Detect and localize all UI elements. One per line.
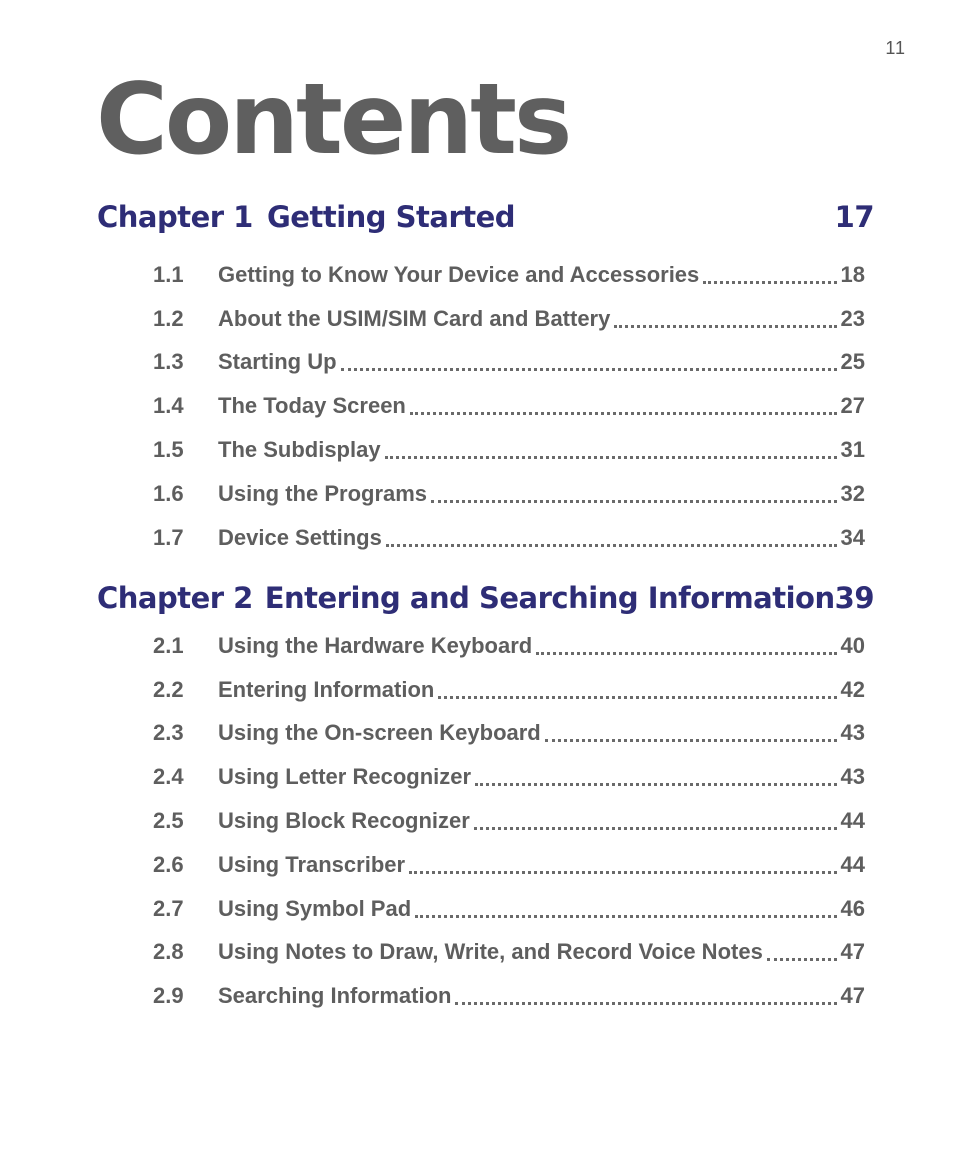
page-title: Contents [96, 63, 570, 177]
section-title: Getting to Know Your Device and Accessories [218, 261, 700, 287]
dot-leader [474, 827, 837, 830]
toc-entry[interactable] [153, 472, 865, 516]
section-number: 1.2 [153, 305, 184, 331]
section-page: 47 [840, 983, 865, 1009]
section-title: The Today Screen [218, 393, 406, 419]
chapter-title: Getting Started [267, 200, 516, 234]
toc-entry[interactable] [153, 799, 865, 843]
section-number: 1.5 [153, 437, 184, 463]
section-title: The Subdisplay [218, 437, 381, 463]
dot-leader [386, 544, 837, 547]
section-number: 1.6 [153, 480, 184, 506]
dot-leader [703, 281, 836, 284]
section-number: 2.7 [153, 895, 184, 921]
section-title: Starting Up [218, 349, 337, 375]
section-number: 1.7 [153, 524, 184, 550]
section-number: 2.6 [153, 851, 184, 877]
section-title: Using the Programs [218, 480, 428, 506]
toc-entry[interactable] [153, 341, 865, 385]
dot-leader [409, 871, 836, 874]
section-page: 44 [840, 808, 865, 834]
section-title: Device Settings [218, 524, 382, 550]
toc-entry[interactable] [153, 253, 865, 297]
toc-entry[interactable] [153, 755, 865, 799]
section-number: 2.4 [153, 764, 184, 790]
chapter-page: 17 [834, 200, 874, 234]
section-page: 34 [840, 524, 865, 550]
section-title: Using Transcriber [218, 851, 406, 877]
dot-leader [767, 958, 837, 961]
toc-entry[interactable] [153, 384, 865, 428]
section-page: 46 [840, 895, 865, 921]
toc-entry[interactable] [153, 931, 865, 975]
dot-leader [415, 915, 836, 918]
dot-leader [536, 652, 836, 655]
chapter-2-sections [153, 624, 865, 1018]
section-title: Using Letter Recognizer [218, 764, 472, 790]
dot-leader [438, 696, 836, 699]
section-title: Using the On-screen Keyboard [218, 720, 541, 746]
dot-leader [614, 325, 836, 328]
section-title: Using the Hardware Keyboard [218, 632, 533, 658]
dot-leader [455, 1002, 836, 1005]
section-title: Using Symbol Pad [218, 895, 412, 921]
section-page: 18 [840, 261, 865, 287]
dot-leader [545, 739, 837, 742]
dot-leader [341, 368, 837, 371]
section-page: 25 [840, 349, 865, 375]
page-number: 11 [885, 38, 906, 58]
toc-entry[interactable] [153, 887, 865, 931]
section-number: 2.3 [153, 720, 184, 746]
section-page: 27 [840, 393, 865, 419]
section-number: 2.8 [153, 939, 184, 965]
section-page: 47 [840, 939, 865, 965]
toc-entry[interactable] [153, 428, 865, 472]
section-page: 43 [840, 720, 865, 746]
toc-entry[interactable] [153, 516, 865, 560]
section-title: Using Notes to Draw, Write, and Record Voice Notes [218, 939, 763, 965]
section-page: 43 [840, 764, 865, 790]
section-number: 2.2 [153, 676, 184, 702]
chapter-2-heading[interactable] [97, 581, 874, 615]
section-page: 44 [840, 851, 865, 877]
toc-entry[interactable] [153, 624, 865, 668]
section-page: 31 [840, 437, 865, 463]
section-number: 1.1 [153, 261, 184, 287]
section-number: 2.5 [153, 808, 184, 834]
chapter-title: Entering and Searching Information [264, 581, 835, 615]
section-page: 40 [840, 632, 865, 658]
section-title: Entering Information [218, 676, 435, 702]
section-number: 1.4 [153, 393, 184, 419]
dot-leader [475, 783, 836, 786]
dot-leader [385, 456, 837, 459]
section-number: 1.3 [153, 349, 184, 375]
toc-entry[interactable] [153, 297, 865, 341]
dot-leader [410, 412, 837, 415]
chapter-label: Chapter 2 [97, 581, 253, 615]
section-page: 32 [840, 480, 865, 506]
chapter-1-sections [153, 253, 865, 560]
toc-entry[interactable] [153, 843, 865, 887]
section-page: 42 [840, 676, 865, 702]
toc-entry[interactable] [153, 974, 865, 1018]
chapter-label: Chapter 1 [97, 200, 253, 234]
chapter-page: 39 [834, 581, 874, 615]
toc-entry[interactable] [153, 668, 865, 712]
section-number: 2.1 [153, 632, 184, 658]
section-title: About the USIM/SIM Card and Battery [218, 305, 611, 331]
section-number: 2.9 [153, 983, 184, 1009]
section-title: Searching Information [218, 983, 452, 1009]
toc-entry[interactable] [153, 712, 865, 756]
chapter-1-heading[interactable] [97, 200, 874, 234]
section-page: 23 [840, 305, 865, 331]
section-title: Using Block Recognizer [218, 808, 470, 834]
dot-leader [431, 500, 836, 503]
